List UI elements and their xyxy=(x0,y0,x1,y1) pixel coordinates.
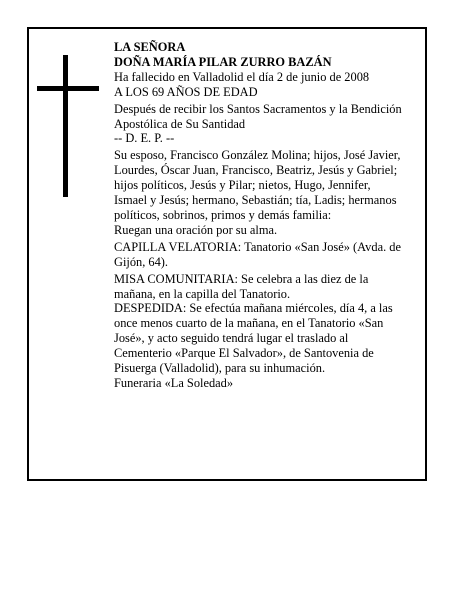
death-date-line: Ha fallecido en Valladolid el día 2 de junio de 2008 xyxy=(114,69,370,84)
cross-icon-crossbar xyxy=(37,86,99,91)
family-paragraph: Su esposo, Francisco González Molina; hijos, José Javier, Lourdes, Óscar Juan, Francisco, Beatriz, Jesús y Gabriel; hijos políticos, Jesús y Pilar; nietos, Hugo, Jennifer, Ismael y Jesús; hermano, Sebastián; tía, Ladis; hermanos políticos, sobrinos, primos y demás familia: xyxy=(114,148,401,222)
rip-line: -- D. E. P. -- xyxy=(114,131,175,146)
chapel-paragraph: CAPILLA VELATORIA: Tanatorio «San José» (Avda. de Gijón, 64). xyxy=(114,239,401,269)
funeral-home-line: Funeraria «La Soledad» xyxy=(114,375,234,390)
prayer-line: Ruegan una oración por su alma. xyxy=(114,222,278,237)
farewell-paragraph: DESPEDIDA: Se efectúa mañana miércoles, día 4, a las once menos cuarto de la mañana, en el Tanatorio «San José», y acto seguido tendrá lugar el traslado al Cementerio «Parque El Salvador», de Santovenia de Pisuerga (Valladolid), para su inhumación. xyxy=(114,301,393,376)
cross-icon xyxy=(63,55,68,197)
age-line: A LOS 69 AÑOS DE EDAD xyxy=(114,84,258,99)
sacraments-paragraph: Después de recibir los Santos Sacramentos y la Bendición Apostólica de Su Santidad xyxy=(114,101,402,131)
deceased-name: DOÑA MARÍA PILAR ZURRO BAZÁN xyxy=(114,54,332,69)
mass-paragraph: MISA COMUNITARIA: Se celebra a las diez de la mañana, en la capilla del Tanatorio. xyxy=(114,271,369,301)
obituary-text xyxy=(114,40,406,393)
notice-title: LA SEÑORA xyxy=(114,40,186,54)
